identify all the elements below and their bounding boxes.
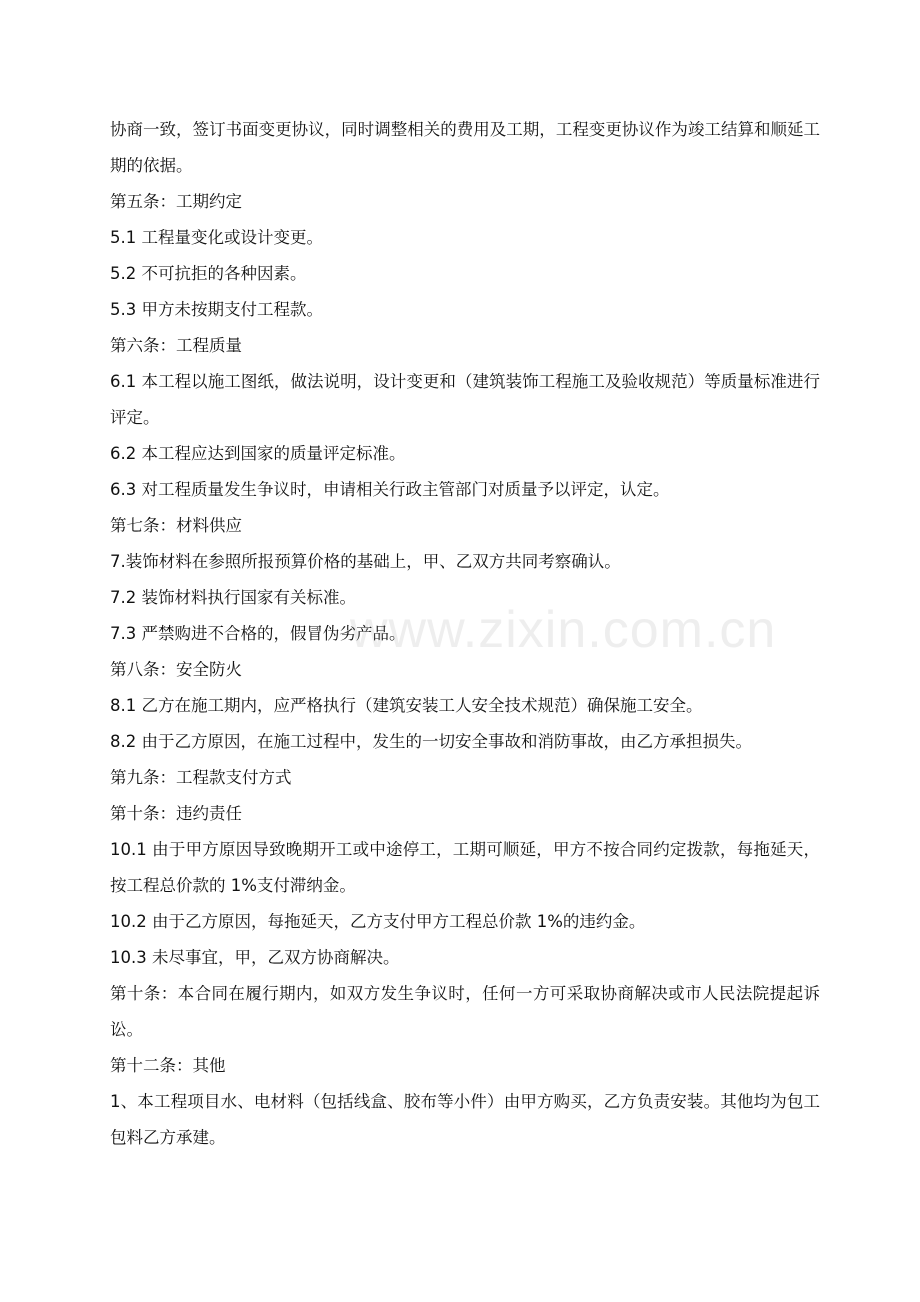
document-body: [110, 112, 820, 1156]
clause-10-1: 10.1 由于甲方原因导致晚期开工或中途停工，工期可顺延，甲方不按合同约定拨款，每拖延天，按工程总价款的 1%支付滞纳金。: [110, 840, 820, 895]
clause-12-1: 1、本工程项目水、电材料（包括线盒、胶布等小件）由甲方购买，乙方负责安装。其他均为包工包料乙方承建。: [110, 1092, 820, 1147]
clause-6-2: 6.2 本工程应达到国家的质量评定标准。: [110, 444, 406, 463]
clause-5-3: 5.3 甲方未按期支付工程款。: [110, 300, 323, 319]
clause-6-1: 6.1 本工程以施工图纸，做法说明，设计变更和（建筑装饰工程施工及验收规范）等质量标准进行评定。: [110, 372, 820, 427]
clause-6-3: 6.3 对工程质量发生争议时，申请相关行政主管部门对质量予以评定，认定。: [110, 480, 670, 499]
clause-7-3: 7.3 严禁购进不合格的，假冒伪劣产品。: [110, 624, 406, 643]
article-12-heading: 第十二条：其他: [110, 1056, 226, 1075]
clause-10-2: 10.2 由于乙方原因，每拖延天，乙方支付甲方工程总价款 1%的违约金。: [110, 912, 646, 931]
clause-5-1: 5.1 工程量变化或设计变更。: [110, 228, 323, 247]
watermark: www.zixin.com.cn: [350, 601, 777, 659]
article-10-heading: 第十条：违约责任: [110, 804, 242, 823]
clause-8-2: 8.2 由于乙方原因，在施工过程中，发生的一切安全事故和消防事故，由乙方承担损失。: [110, 732, 752, 751]
paragraph-continuation: 协商一致，签订书面变更协议，同时调整相关的费用及工期，工程变更协议作为竣工结算和顺延工期的依据。: [110, 120, 820, 175]
clause-5-2: 5.2 不可抗拒的各种因素。: [110, 264, 307, 283]
article-6-heading: 第六条：工程质量: [110, 336, 242, 355]
clause-8-1: 8.1 乙方在施工期内，应严格执行（建筑安装工人安全技术规范）确保施工安全。: [110, 696, 703, 715]
clause-7-1: 7.装饰材料在参照所报预算价格的基础上，甲、乙双方共同考察确认。: [110, 552, 621, 571]
article-11-text: 第十条：本合同在履行期内，如双方发生争议时，任何一方可采取协商解决或市人民法院提起诉讼。: [110, 984, 820, 1039]
clause-10-3: 10.3 未尽事宜，甲，乙双方协商解决。: [110, 948, 400, 967]
article-7-heading: 第七条：材料供应: [110, 516, 242, 535]
clause-7-2: 7.2 装饰材料执行国家有关标准。: [110, 588, 356, 607]
article-8-heading: 第八条：安全防火: [110, 660, 242, 679]
article-9-heading: 第九条：工程款支付方式: [110, 768, 292, 787]
article-5-heading: 第五条：工期约定: [110, 192, 242, 211]
